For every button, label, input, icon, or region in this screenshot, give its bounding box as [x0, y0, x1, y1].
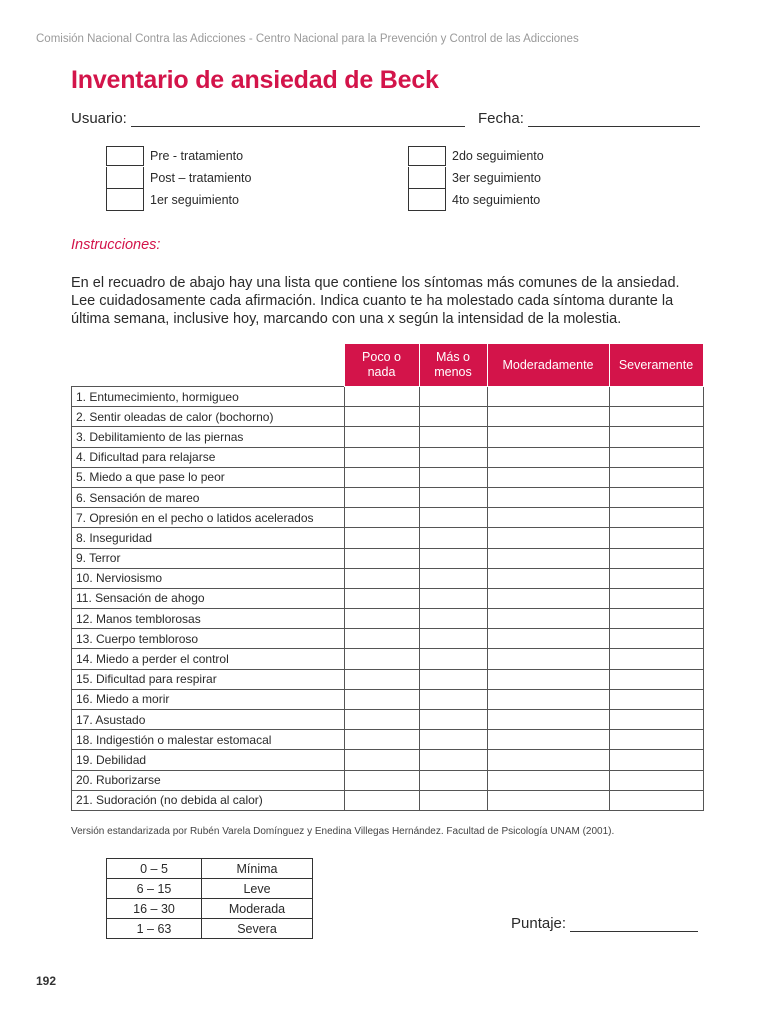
table-row [72, 508, 704, 528]
answer-cell[interactable] [487, 528, 609, 548]
table-row [72, 467, 704, 487]
column-header: Más o menos [419, 344, 487, 387]
answer-cell[interactable] [419, 770, 487, 790]
answer-cell[interactable] [344, 588, 419, 608]
answer-cell[interactable] [344, 689, 419, 709]
answer-cell[interactable] [487, 750, 609, 770]
answer-cell[interactable] [419, 689, 487, 709]
answer-cell[interactable] [344, 750, 419, 770]
symptom-table-body [72, 387, 704, 811]
table-row [72, 770, 704, 790]
answer-cell[interactable] [344, 508, 419, 528]
answer-cell[interactable] [344, 487, 419, 507]
symptom-label: 2. Sentir oleadas de calor (bochorno) [72, 407, 345, 427]
column-header: Moderadamente [487, 344, 609, 387]
answer-cell[interactable] [609, 669, 703, 689]
answer-cell[interactable] [344, 609, 419, 629]
answer-cell[interactable] [344, 669, 419, 689]
answer-cell[interactable] [344, 568, 419, 588]
answer-cell[interactable] [609, 407, 703, 427]
checkbox[interactable] [408, 167, 446, 189]
answer-cell[interactable] [487, 447, 609, 467]
answer-cell[interactable] [487, 407, 609, 427]
answer-cell[interactable] [419, 427, 487, 447]
checkbox-row[interactable] [106, 145, 251, 167]
symptom-label: 18. Indigestión o malestar estomacal [72, 730, 345, 750]
usuario-field[interactable] [71, 110, 465, 127]
answer-cell[interactable] [487, 629, 609, 649]
answer-cell[interactable] [609, 487, 703, 507]
answer-cell[interactable] [609, 508, 703, 528]
symptom-label: 14. Miedo a perder el control [72, 649, 345, 669]
score-row [107, 899, 313, 919]
table-row [72, 649, 704, 669]
answer-cell[interactable] [419, 487, 487, 507]
checkbox[interactable] [106, 146, 144, 166]
checkbox-label: 1er seguimiento [150, 193, 239, 207]
score-table-body [107, 859, 313, 939]
score-row [107, 879, 313, 899]
answer-cell[interactable] [419, 548, 487, 568]
answer-cell[interactable] [487, 710, 609, 730]
answer-cell[interactable] [344, 790, 419, 810]
answer-cell[interactable] [419, 407, 487, 427]
answer-cell[interactable] [487, 790, 609, 810]
instructions-title: Instrucciones: [71, 237, 161, 253]
answer-cell[interactable] [419, 669, 487, 689]
checkbox-row[interactable] [408, 189, 544, 211]
answer-cell[interactable] [609, 528, 703, 548]
puntaje-line[interactable] [570, 917, 698, 932]
answer-cell[interactable] [609, 750, 703, 770]
usuario-line[interactable] [131, 112, 465, 127]
symptom-label: 5. Miedo a que pase lo peor [72, 467, 345, 487]
answer-cell[interactable] [487, 588, 609, 608]
blank-header [72, 344, 345, 387]
answer-cell[interactable] [419, 750, 487, 770]
table-row [72, 609, 704, 629]
symptom-label: 21. Sudoración (no debida al calor) [72, 790, 345, 810]
score-row [107, 859, 313, 879]
answer-cell[interactable] [487, 508, 609, 528]
answer-cell[interactable] [344, 548, 419, 568]
table-row [72, 387, 704, 407]
answer-cell[interactable] [419, 790, 487, 810]
table-row [72, 730, 704, 750]
answer-cell[interactable] [609, 387, 703, 407]
answer-cell[interactable] [419, 447, 487, 467]
score-range: 1 – 63 [107, 919, 202, 939]
page-title: Inventario de ansiedad de Beck [71, 66, 439, 94]
instructions-text: En el recuadro de abajo hay una lista que contiene los síntomas más comunes de la ansiedad. Lee cuidadosamente cada afirmación. Indica cuanto te ha molestado cada síntoma durante la última semana, inclusive hoy, marcando con una x según la intensidad de la molestia. [71, 275, 680, 327]
answer-cell[interactable] [344, 649, 419, 669]
symptom-label: 17. Asustado [72, 710, 345, 730]
answer-cell[interactable] [609, 548, 703, 568]
checkbox[interactable] [408, 146, 446, 166]
table-row [72, 790, 704, 810]
answer-cell[interactable] [487, 387, 609, 407]
symptom-label: 9. Terror [72, 548, 345, 568]
score-range: 0 – 5 [107, 859, 202, 879]
table-row [72, 447, 704, 467]
answer-cell[interactable] [609, 710, 703, 730]
table-row [72, 689, 704, 709]
table-row [72, 528, 704, 548]
answer-cell[interactable] [609, 770, 703, 790]
column-header: Severamente [609, 344, 703, 387]
answer-cell[interactable] [487, 487, 609, 507]
answer-cell[interactable] [344, 407, 419, 427]
checkbox-label: Post – tratamiento [150, 171, 252, 185]
symptom-label: 11. Sensación de ahogo [72, 588, 345, 608]
symptom-table [71, 343, 704, 811]
score-level: Leve [202, 879, 313, 899]
checkbox[interactable] [106, 189, 144, 211]
answer-cell[interactable] [487, 689, 609, 709]
score-level: Mínima [202, 859, 313, 879]
usuario-label: Usuario: [71, 110, 127, 127]
answer-cell[interactable] [487, 427, 609, 447]
answer-cell[interactable] [609, 427, 703, 447]
checkbox-row[interactable] [106, 167, 251, 189]
header-note: Comisión Nacional Contra las Adicciones - Centro Nacional para la Prevención y Control de las Adicciones [36, 33, 579, 45]
puntaje-field[interactable] [511, 915, 698, 932]
answer-cell[interactable] [609, 629, 703, 649]
symptom-label: 19. Debilidad [72, 750, 345, 770]
symptom-label: 3. Debilitamiento de las piernas [72, 427, 345, 447]
fecha-label: Fecha: [478, 110, 524, 127]
checkbox-label: Pre - tratamiento [150, 149, 244, 163]
answer-cell[interactable] [419, 629, 487, 649]
table-row [72, 750, 704, 770]
symptom-label: 10. Nerviosismo [72, 568, 345, 588]
table-row [72, 669, 704, 689]
stage-checkboxes-right [408, 145, 544, 211]
symptom-label: 7. Opresión en el pecho o latidos acelerados [72, 508, 345, 528]
answer-cell[interactable] [344, 427, 419, 447]
table-row [72, 407, 704, 427]
answer-cell[interactable] [419, 730, 487, 750]
answer-cell[interactable] [419, 568, 487, 588]
checkbox-label: 3er seguimiento [452, 171, 541, 185]
answer-cell[interactable] [344, 710, 419, 730]
symptom-label: 4. Dificultad para relajarse [72, 447, 345, 467]
answer-cell[interactable] [419, 588, 487, 608]
answer-cell[interactable] [487, 770, 609, 790]
fecha-field[interactable] [478, 110, 700, 127]
answer-cell[interactable] [609, 689, 703, 709]
answer-cell[interactable] [487, 548, 609, 568]
symptom-label: 15. Dificultad para respirar [72, 669, 345, 689]
answer-cell[interactable] [487, 730, 609, 750]
answer-cell[interactable] [609, 568, 703, 588]
symptom-label: 6. Sensación de mareo [72, 487, 345, 507]
answer-cell[interactable] [344, 528, 419, 548]
answer-cell[interactable] [609, 730, 703, 750]
symptom-label: 8. Inseguridad [72, 528, 345, 548]
answer-cell[interactable] [344, 730, 419, 750]
credit-note: Versión estandarizada por Rubén Varela Domínguez y Enedina Villegas Hernández. Facultad de Psicología UNAM (2001). [71, 826, 615, 837]
answer-cell[interactable] [609, 609, 703, 629]
answer-cell[interactable] [487, 669, 609, 689]
score-range: 16 – 30 [107, 899, 202, 919]
fecha-line[interactable] [528, 112, 700, 127]
page-number: 192 [36, 974, 57, 988]
answer-cell[interactable] [609, 649, 703, 669]
column-header: Poco o nada [344, 344, 419, 387]
answer-cell[interactable] [609, 447, 703, 467]
answer-cell[interactable] [487, 609, 609, 629]
answer-cell[interactable] [419, 710, 487, 730]
checkbox[interactable] [408, 189, 446, 211]
answer-cell[interactable] [344, 467, 419, 487]
answer-cell[interactable] [344, 447, 419, 467]
score-range: 6 – 15 [107, 879, 202, 899]
symptom-label: 20. Ruborizarse [72, 770, 345, 790]
symptom-label: 16. Miedo a morir [72, 689, 345, 709]
score-row [107, 919, 313, 939]
answer-cell[interactable] [487, 649, 609, 669]
checkbox-row[interactable] [408, 167, 544, 189]
table-row [72, 568, 704, 588]
answer-cell[interactable] [609, 588, 703, 608]
answer-cell[interactable] [419, 649, 487, 669]
table-row [72, 588, 704, 608]
checkbox-row[interactable] [106, 189, 251, 211]
answer-cell[interactable] [487, 568, 609, 588]
table-row [72, 427, 704, 447]
table-row [72, 710, 704, 730]
answer-cell[interactable] [344, 770, 419, 790]
answer-cell[interactable] [419, 528, 487, 548]
answer-cell[interactable] [344, 629, 419, 649]
answer-cell[interactable] [419, 467, 487, 487]
puntaje-label: Puntaje: [511, 915, 567, 932]
table-row [72, 629, 704, 649]
table-header-row [72, 344, 704, 387]
answer-cell[interactable] [487, 467, 609, 487]
stage-checkboxes-left [106, 145, 251, 211]
score-level: Severa [202, 919, 313, 939]
answer-cell[interactable] [419, 508, 487, 528]
checkbox-label: 2do seguimiento [452, 149, 544, 163]
score-level: Moderada [202, 899, 313, 919]
symptom-label: 1. Entumecimiento, hormigueo [72, 387, 345, 407]
answer-cell[interactable] [609, 790, 703, 810]
symptom-label: 13. Cuerpo tembloroso [72, 629, 345, 649]
answer-cell[interactable] [344, 387, 419, 407]
score-table [106, 858, 313, 939]
symptom-label: 12. Manos temblorosas [72, 609, 345, 629]
checkbox-row[interactable] [408, 145, 544, 167]
answer-cell[interactable] [609, 467, 703, 487]
table-row [72, 548, 704, 568]
table-row [72, 487, 704, 507]
answer-cell[interactable] [419, 609, 487, 629]
checkbox[interactable] [106, 167, 144, 189]
answer-cell[interactable] [419, 387, 487, 407]
checkbox-label: 4to seguimiento [452, 193, 541, 207]
